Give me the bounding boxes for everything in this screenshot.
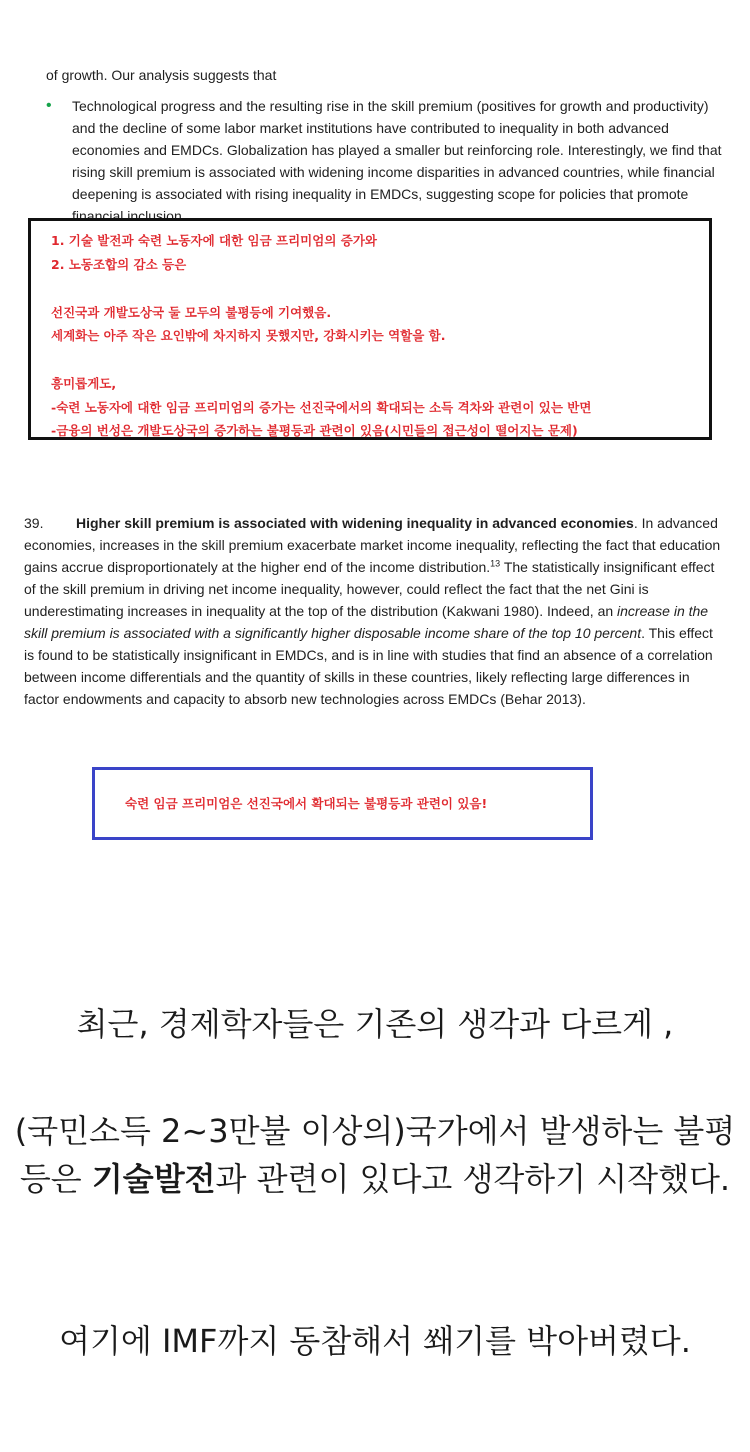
red-annotation-box [28, 218, 712, 440]
commentary-line-3: 여기에 IMF까지 동참해서 쐐기를 박아버렸다. [59, 1322, 691, 1360]
paragraph-39 [24, 512, 724, 710]
red-note-line-7: -금융의 번성은 개발도상국의 증가하는 불평등과 관련이 있음(시민들의 접근성이 떨어지는 문제) [51, 423, 578, 438]
red-note-line-3: 선진국과 개발도상국 둘 모두의 불평등에 기여했음. [51, 305, 332, 320]
commentary-bold-term: 기술발전 [91, 1160, 216, 1198]
paragraph-heading: Higher skill premium is associated with widening inequality in advanced economies [76, 515, 634, 531]
footnote-marker: 13 [490, 558, 501, 569]
bullet-text: Technological progress and the resulting rise in the skill premium (positives for growth and productivity) and the decline of some labor market institutions have contributed to inequality in both advanced economies and EMDCs. Globalization has played a smaller but reinforcing role. Interestingly, we find that rising skill premium is associated with widening income disparities in advanced countries, while financial deepening is associated with rising inequality in EMDCs, suggesting scope for policies that promote financial inclusion. [72, 98, 722, 224]
red-note-line-5: 흥미롭게도, [51, 376, 117, 391]
red-note-line-6: -숙련 노동자에 대한 임금 프리미엄의 증가는 선진국에서의 확대되는 소득 격차와 관련이 있는 반면 [51, 400, 592, 415]
intro-line: of growth. Our analysis suggests that [46, 67, 277, 83]
blue-annotation-box [92, 767, 593, 840]
red-note-line-2: 2. 노동조합의 감소 등은 [51, 257, 187, 272]
commentary-line-1: 최근, 경제학자들은 기존의 생각과 다르게 , [76, 1005, 674, 1043]
paragraph-text-2: The statistically insignificant effect of the skill premium in driving net income inequality, however, could reflect the fact that the net Gini is underestimating increases in inequality at the top of the distribution (Kakwani 1980). Indeed, an [24, 559, 715, 619]
bullet-marker: • [46, 97, 52, 114]
red-note-line-1: 1. 기술 발전과 숙련 노동자에 대한 임금 프리미엄의 증가와 [51, 233, 377, 248]
paragraph-italic: increase in the skill premium is associated with a significantly higher disposable income share of the top 10 percent [24, 603, 709, 641]
paragraph-text-1: . In advanced economies, increases in the skill premium exacerbate market income inequality, reflecting the fact that education gains accrue disproportionately at the higher end of the income distribution. [24, 515, 721, 575]
commentary-line-2 [0, 1107, 750, 1203]
blue-note-text: 숙련 임금 프리미엄은 선진국에서 확대되는 불평등과 관련이 있음! [125, 796, 488, 811]
red-note-line-4: 세계화는 아주 작은 요인밖에 차지하지 못했지만, 강화시키는 역할을 함. [51, 328, 446, 343]
paragraph-text-3: . This effect is found to be statistically insignificant in EMDCs, and is in line with studies that find an absence of a correlation between income differentials and the quantity of skills in these countries, likely reflecting large differences in factor endowments and capacity to absorb new technologies across EMDCs (Behar 2013). [24, 625, 713, 707]
commentary-line-2-a: (국민소득 2~3만불 이상의)국가에서 발생하는 불평등은 [14, 1112, 736, 1198]
paragraph-number: 39. [24, 515, 44, 531]
commentary-line-2-b: 과 관련이 있다고 생각하기 시작했다. [215, 1160, 731, 1198]
